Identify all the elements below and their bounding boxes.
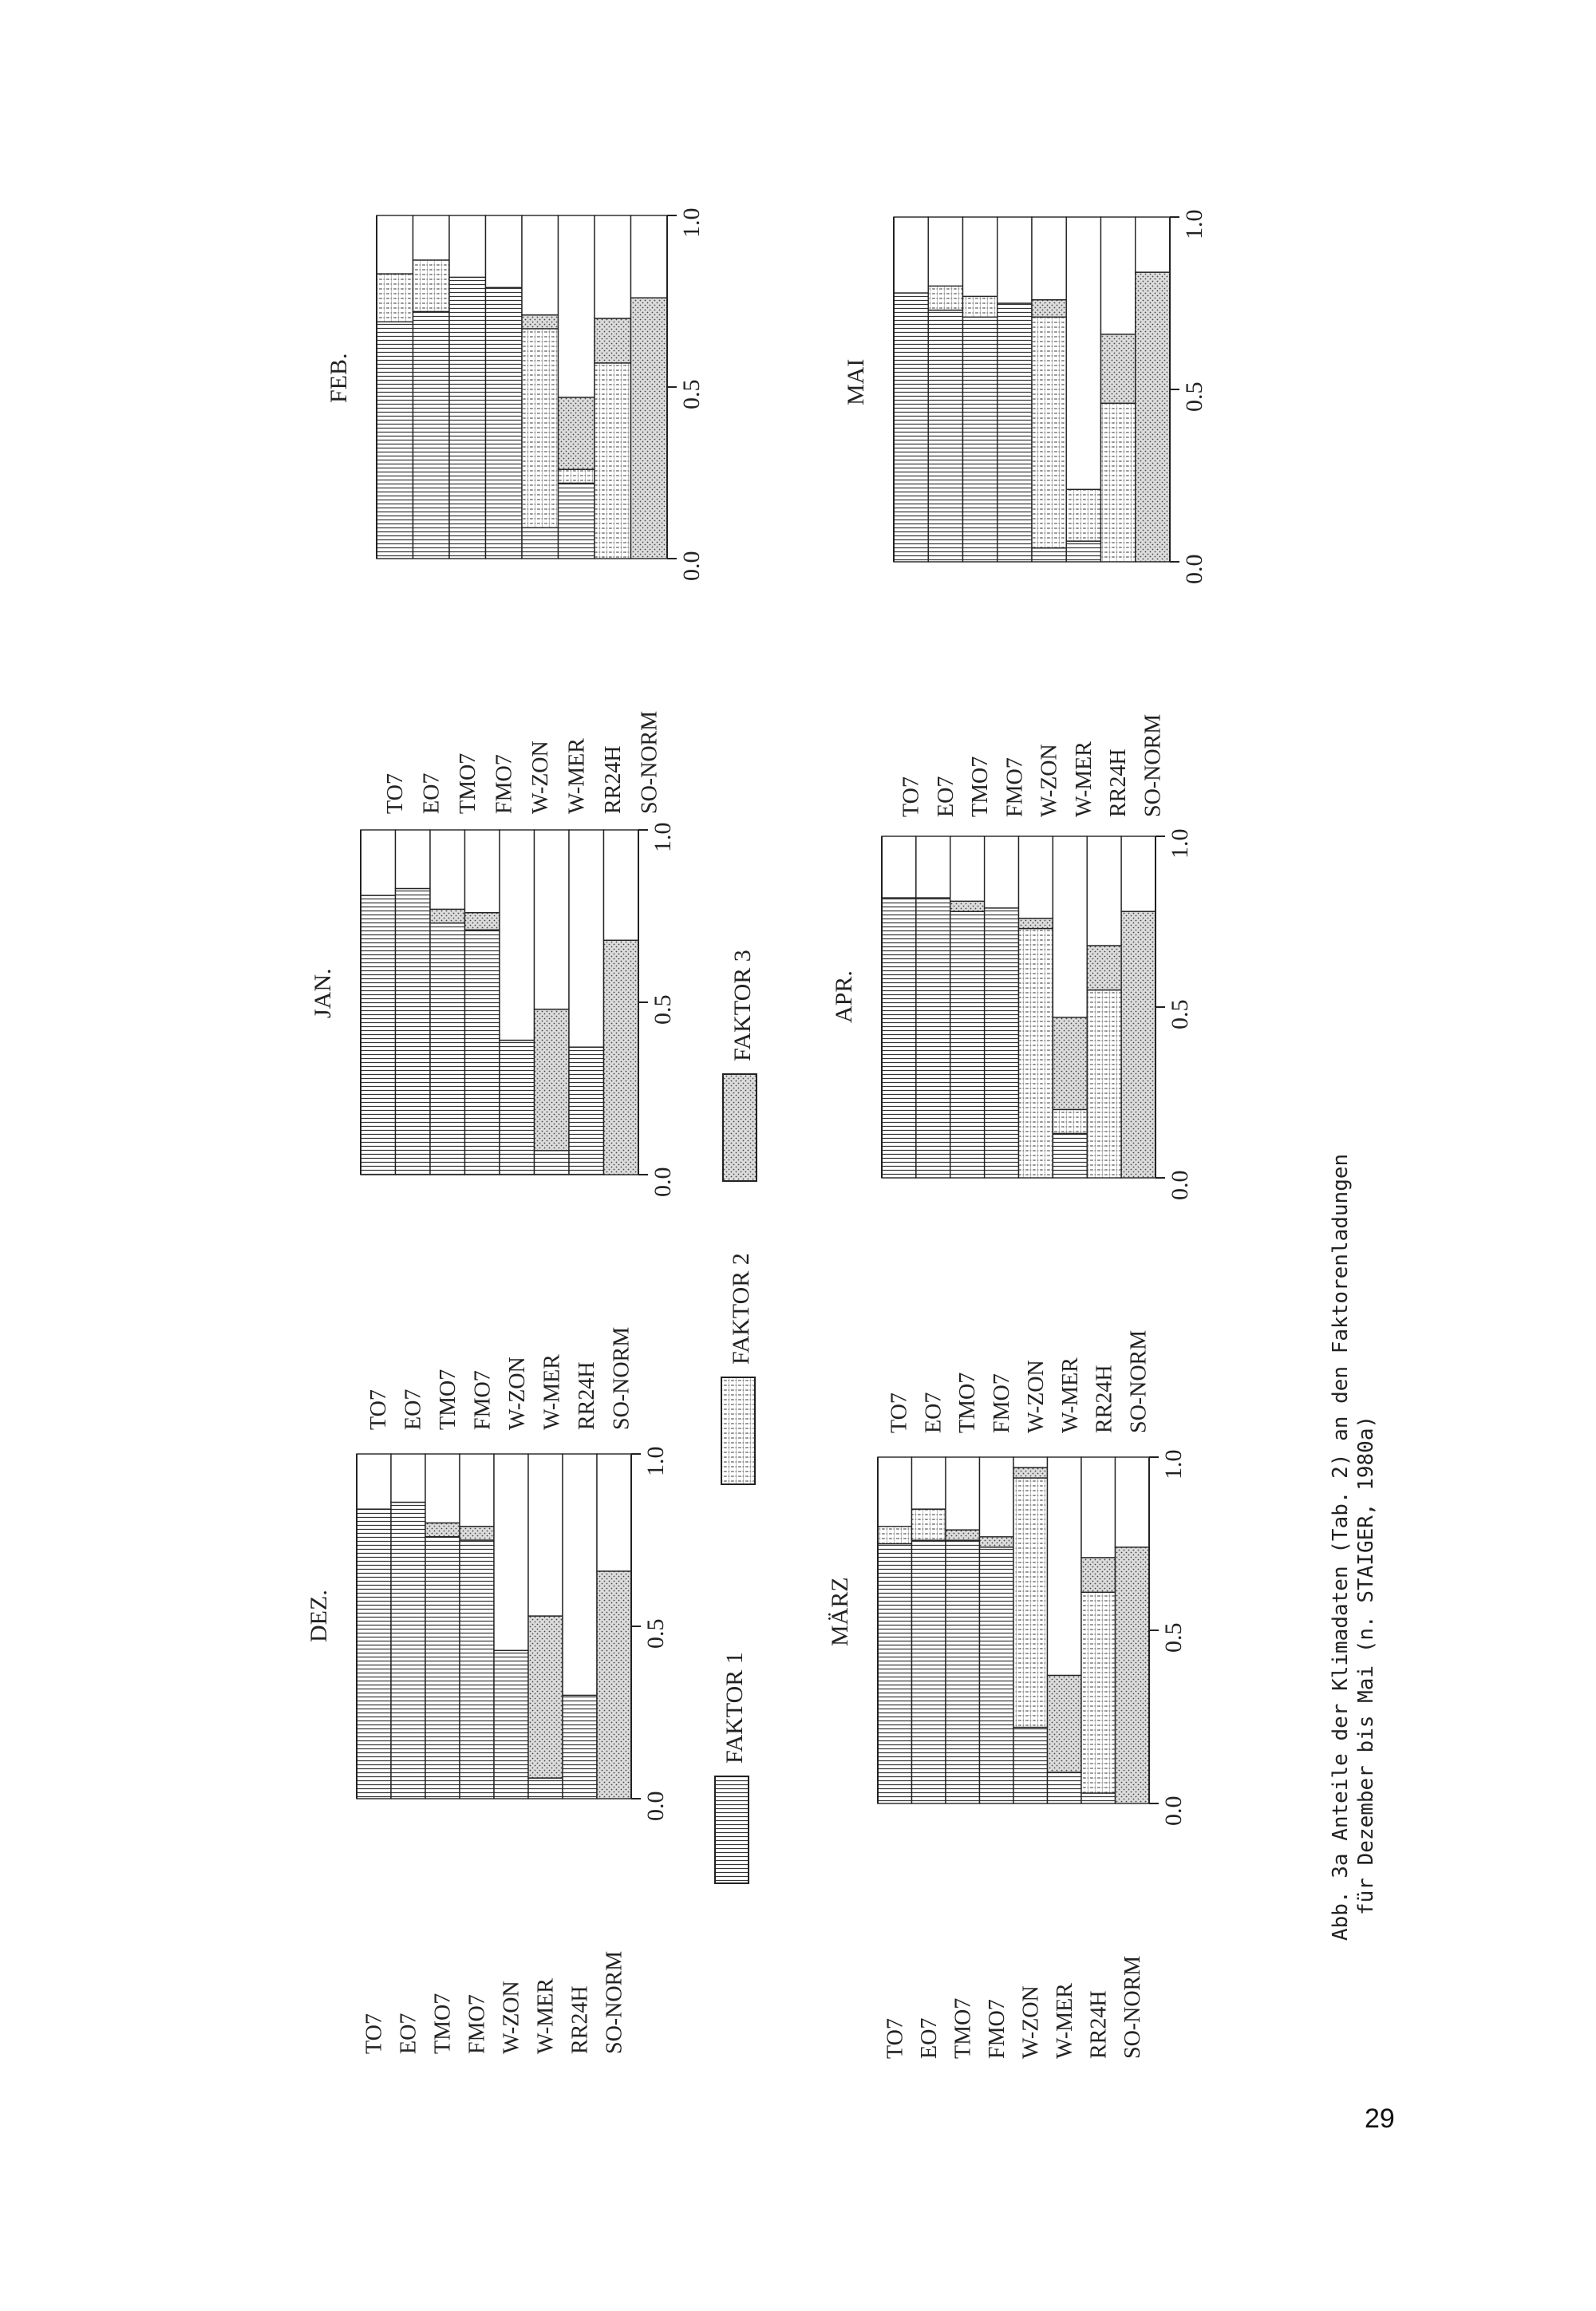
bar-segment-factor-2 <box>377 274 413 322</box>
bar-remainder <box>449 215 486 277</box>
caption-line-2: für Dezember bis Mai (n. STAIGER, 1980a) <box>1354 1415 1378 1915</box>
bar-segment-factor-3 <box>1053 1017 1087 1110</box>
bar-remainder <box>425 1454 460 1523</box>
category-label: TMO7 <box>455 753 480 814</box>
category-label: TMO7 <box>950 1997 976 2059</box>
bar-remainder <box>950 836 985 901</box>
bar-segment-factor-2 <box>1101 403 1136 562</box>
chart-title: MAI <box>843 358 869 405</box>
category-label: FMO7 <box>990 1373 1015 1433</box>
bar-remainder <box>1013 1457 1048 1468</box>
bar-segment-factor-3 <box>559 397 595 469</box>
bar-remainder <box>1116 1457 1150 1547</box>
category-label: EO7 <box>921 1392 946 1433</box>
tick-label: 0.0 <box>642 1791 669 1821</box>
bar-remainder <box>535 830 570 1009</box>
bar-segment-factor-3 <box>950 901 985 911</box>
bar-segment-factor-2 <box>1053 1109 1087 1133</box>
bar-remainder <box>882 836 916 898</box>
bar-remainder <box>430 830 465 909</box>
chart-panel-6 <box>843 210 1207 818</box>
caption <box>1329 1154 1378 1941</box>
tick-label: 1.0 <box>678 207 705 238</box>
bar-remainder <box>916 836 950 898</box>
chart-title: JAN. <box>310 968 336 1018</box>
category-label: TO7 <box>361 2013 387 2054</box>
bar-segment-factor-1 <box>494 1650 528 1799</box>
bar-segment-factor-1 <box>528 1778 563 1799</box>
category-label: SO-NORM <box>637 710 662 814</box>
bar-segment-factor-1 <box>878 1544 912 1804</box>
bar-segment-factor-1 <box>882 898 916 1178</box>
bar-segment-factor-3 <box>425 1523 460 1536</box>
tick-label: 1.0 <box>650 822 676 852</box>
tick-label: 0.0 <box>650 1167 676 1197</box>
bar-segment-factor-1 <box>430 923 465 1175</box>
bar-segment-factor-3 <box>1048 1675 1082 1772</box>
category-label: SO-NORM <box>1126 1329 1152 1433</box>
bar-remainder <box>1081 1457 1116 1558</box>
chart-title: DEZ. <box>306 1590 332 1642</box>
page-number: 29 <box>1365 2104 1395 2134</box>
bar-segment-factor-1 <box>1013 1728 1048 1803</box>
bar-remainder <box>357 1454 391 1509</box>
tick-label: 1.0 <box>1167 828 1193 859</box>
legend <box>715 950 757 1883</box>
category-label: EO7 <box>419 772 444 814</box>
bar-segment-factor-2 <box>1019 929 1053 1178</box>
tick-label: 0.0 <box>1167 1170 1193 1200</box>
bar-remainder <box>928 217 962 286</box>
bar-remainder <box>528 1454 563 1616</box>
bar-segment-factor-2 <box>1032 317 1066 547</box>
bar-segment-factor-2 <box>963 296 998 317</box>
bar-segment-factor-1 <box>535 1151 570 1175</box>
bar-segment-factor-1 <box>569 1047 604 1175</box>
category-label: RR24H <box>1086 1990 1112 2059</box>
tick-label: 1.0 <box>642 1446 669 1476</box>
bar-remainder <box>377 215 413 274</box>
chart-title: APR. <box>831 970 857 1023</box>
category-label: EO7 <box>401 1389 426 1430</box>
bar-remainder <box>465 830 500 913</box>
bar-segment-factor-3 <box>1121 911 1156 1178</box>
bar-segment-factor-1 <box>425 1537 460 1799</box>
category-label: TO7 <box>899 776 924 817</box>
category-label: RR24H <box>574 1361 599 1430</box>
bar-segment-factor-1 <box>1066 541 1100 562</box>
bar-segment-factor-3 <box>946 1530 980 1540</box>
bar-segment-factor-3 <box>430 909 465 922</box>
bar-remainder <box>1121 836 1156 911</box>
bar-segment-factor-2 <box>878 1527 912 1544</box>
category-label: W-MER <box>1052 1983 1077 2059</box>
tick-label: 1.0 <box>1160 1449 1187 1479</box>
bar-segment-factor-3 <box>604 940 639 1175</box>
bar-segment-factor-3 <box>1013 1468 1048 1478</box>
category-label: W-MER <box>539 1354 565 1430</box>
category-label: TMO7 <box>435 1369 460 1430</box>
category-label: TMO7 <box>968 756 994 817</box>
bar-segment-factor-1 <box>357 1509 391 1799</box>
bar-segment-factor-1 <box>460 1540 494 1799</box>
category-label: TO7 <box>883 2018 908 2059</box>
category-label: EO7 <box>396 2013 421 2054</box>
bar-segment-factor-1 <box>980 1547 1014 1803</box>
bar-remainder <box>946 1457 980 1530</box>
bar-segment-factor-2 <box>559 469 595 483</box>
chart-title: FEB. <box>326 353 352 403</box>
chart-panel-3 <box>326 208 705 815</box>
category-label: TO7 <box>365 1389 391 1430</box>
bar-remainder <box>604 830 639 940</box>
bar-segment-factor-3 <box>1116 1547 1150 1803</box>
bar-segment-factor-2 <box>928 286 962 310</box>
bar-segment-factor-1 <box>912 1540 946 1803</box>
bar-remainder <box>878 1457 912 1527</box>
bar-remainder <box>1019 836 1053 918</box>
bar-segment-factor-3 <box>1087 946 1121 990</box>
bar-remainder <box>1066 217 1100 489</box>
bar-segment-factor-1 <box>1048 1772 1082 1803</box>
bar-segment-factor-3 <box>1032 300 1066 318</box>
bar-remainder <box>631 215 668 298</box>
category-label: W-ZON <box>527 741 553 814</box>
bar-segment-factor-1 <box>963 317 998 562</box>
tick-label: 0.5 <box>650 994 676 1025</box>
bar-segment-factor-1 <box>486 287 523 559</box>
bar-remainder <box>559 215 595 397</box>
tick-label: 0.0 <box>1181 554 1207 584</box>
bar-segment-factor-1 <box>465 930 500 1175</box>
category-label: W-ZON <box>504 1357 530 1430</box>
bar-remainder <box>500 830 535 1041</box>
tick-label: 0.5 <box>678 379 705 409</box>
tick-label: 0.5 <box>1160 1622 1187 1653</box>
tick-label: 0.5 <box>1167 999 1193 1029</box>
bar-remainder <box>391 1454 425 1502</box>
bar-segment-factor-3 <box>595 318 631 363</box>
chart-panel-4 <box>827 1450 1187 2060</box>
bar-remainder <box>980 1457 1014 1537</box>
bar-segment-factor-3 <box>1081 1558 1116 1592</box>
category-label: SO-NORM <box>602 1950 627 2054</box>
bar-remainder <box>595 215 631 318</box>
bar-segment-factor-3 <box>528 1616 563 1778</box>
bar-remainder <box>963 217 998 296</box>
tick-label: 0.5 <box>642 1618 669 1649</box>
tick-label: 0.0 <box>1160 1795 1187 1826</box>
bar-segment-factor-1 <box>928 310 962 562</box>
bar-segment-factor-2 <box>912 1509 946 1540</box>
bar-segment-factor-3 <box>460 1527 494 1540</box>
bar-remainder <box>1101 217 1136 334</box>
bar-segment-factor-1 <box>1053 1133 1087 1178</box>
category-label: RR24H <box>600 745 626 814</box>
bar-remainder <box>460 1454 494 1527</box>
category-label: TMO7 <box>430 1993 456 2054</box>
bar-remainder <box>569 830 604 1047</box>
bar-segment-factor-1 <box>522 527 559 559</box>
category-label: W-MER <box>1071 741 1096 817</box>
bar-segment-factor-3 <box>535 1009 570 1151</box>
category-label: W-ZON <box>499 1981 524 2054</box>
bar-segment-factor-2 <box>522 329 559 527</box>
category-label: SO-NORM <box>1120 1955 1145 2059</box>
bar-remainder <box>912 1457 946 1509</box>
category-label: SO-NORM <box>609 1326 634 1430</box>
bar-remainder <box>1032 217 1066 300</box>
bar-segment-factor-3 <box>1101 334 1136 403</box>
legend-swatch-factor-1 <box>715 1776 749 1883</box>
legend-swatch-factor-3 <box>723 1074 757 1181</box>
legend-label-factor-1: FAKTOR 1 <box>721 1652 748 1764</box>
bar-remainder <box>1048 1457 1082 1675</box>
category-label: FMO7 <box>464 1994 490 2054</box>
bar-remainder <box>894 217 928 293</box>
category-label: W-MER <box>564 738 590 814</box>
bar-remainder <box>361 830 396 895</box>
bar-segment-factor-2 <box>1013 1478 1048 1727</box>
category-label: W-ZON <box>1037 744 1062 817</box>
bar-segment-factor-1 <box>500 1041 535 1175</box>
category-label: RR24H <box>1092 1365 1117 1433</box>
chart-panel-2 <box>310 823 676 1431</box>
bar-segment-factor-1 <box>559 483 595 559</box>
legend-swatch-factor-2 <box>721 1377 755 1484</box>
bar-remainder <box>413 215 450 260</box>
bar-segment-factor-1 <box>377 322 413 559</box>
bar-segment-factor-3 <box>631 298 668 559</box>
bar-segment-factor-3 <box>980 1537 1014 1547</box>
bar-remainder <box>494 1454 528 1650</box>
bar-segment-factor-1 <box>413 311 450 559</box>
bar-segment-factor-2 <box>595 363 631 559</box>
bar-remainder <box>486 215 523 287</box>
bar-segment-factor-1 <box>563 1695 597 1799</box>
bar-segment-factor-1 <box>396 888 431 1175</box>
category-label: FMO7 <box>984 1999 1009 2059</box>
bar-remainder <box>998 217 1032 303</box>
category-label: W-MER <box>1057 1357 1083 1433</box>
bar-segment-factor-2 <box>1066 489 1100 541</box>
category-label: W-ZON <box>1018 1985 1044 2059</box>
bar-segment-factor-1 <box>894 293 928 562</box>
bar-segment-factor-1 <box>1032 548 1066 562</box>
bar-segment-factor-2 <box>1087 990 1121 1178</box>
category-label: TO7 <box>382 773 408 814</box>
bar-remainder <box>1087 836 1121 946</box>
category-label: RR24H <box>1106 749 1132 817</box>
bar-segment-factor-1 <box>998 303 1032 562</box>
bar-segment-factor-1 <box>449 277 486 559</box>
bar-remainder <box>1136 217 1170 272</box>
bar-segment-factor-1 <box>1081 1793 1116 1803</box>
bar-remainder <box>396 830 431 888</box>
bar-segment-factor-2 <box>413 260 450 312</box>
bar-segment-factor-3 <box>597 1571 631 1799</box>
bar-remainder <box>1053 836 1087 1017</box>
category-label: SO-NORM <box>1140 713 1166 817</box>
chart-title: MÄRZ <box>827 1577 853 1646</box>
bar-segment-factor-1 <box>361 895 396 1175</box>
bar-segment-factor-1 <box>985 908 1019 1178</box>
bar-remainder <box>563 1454 597 1695</box>
category-label: FMO7 <box>1002 757 1028 817</box>
category-label: EO7 <box>933 776 958 817</box>
bar-segment-factor-1 <box>916 898 950 1178</box>
category-label: FMO7 <box>470 1370 496 1430</box>
bar-remainder <box>522 215 559 315</box>
category-label: W-MER <box>533 1978 559 2054</box>
chart-panel-1 <box>306 1447 669 2055</box>
bar-segment-factor-3 <box>1136 272 1170 562</box>
bar-remainder <box>985 836 1019 908</box>
tick-label: 1.0 <box>1181 209 1207 239</box>
bar-segment-factor-3 <box>1019 918 1053 929</box>
bar-segment-factor-1 <box>950 911 985 1178</box>
bar-segment-factor-1 <box>946 1540 980 1803</box>
bar-segment-factor-3 <box>522 315 559 329</box>
category-label: W-ZON <box>1023 1360 1049 1433</box>
category-label: TMO7 <box>955 1372 981 1433</box>
category-label: EO7 <box>916 2017 942 2059</box>
tick-label: 0.0 <box>678 551 705 581</box>
tick-label: 0.5 <box>1181 381 1207 412</box>
bar-remainder <box>597 1454 631 1571</box>
legend-label-factor-3: FAKTOR 3 <box>729 950 756 1061</box>
bar-segment-factor-3 <box>465 913 500 930</box>
legend-label-factor-2: FAKTOR 2 <box>728 1253 754 1365</box>
bar-segment-factor-1 <box>391 1502 425 1799</box>
bar-segment-factor-2 <box>1081 1592 1116 1793</box>
category-label: FMO7 <box>492 754 517 814</box>
caption-line-1: Abb. 3a Anteile der Klimadaten (Tab. 2) an den Faktorenladungen <box>1329 1153 1353 1941</box>
chart-panel-5 <box>831 829 1193 1434</box>
category-label: RR24H <box>567 1985 593 2054</box>
category-label: TO7 <box>887 1393 912 1433</box>
